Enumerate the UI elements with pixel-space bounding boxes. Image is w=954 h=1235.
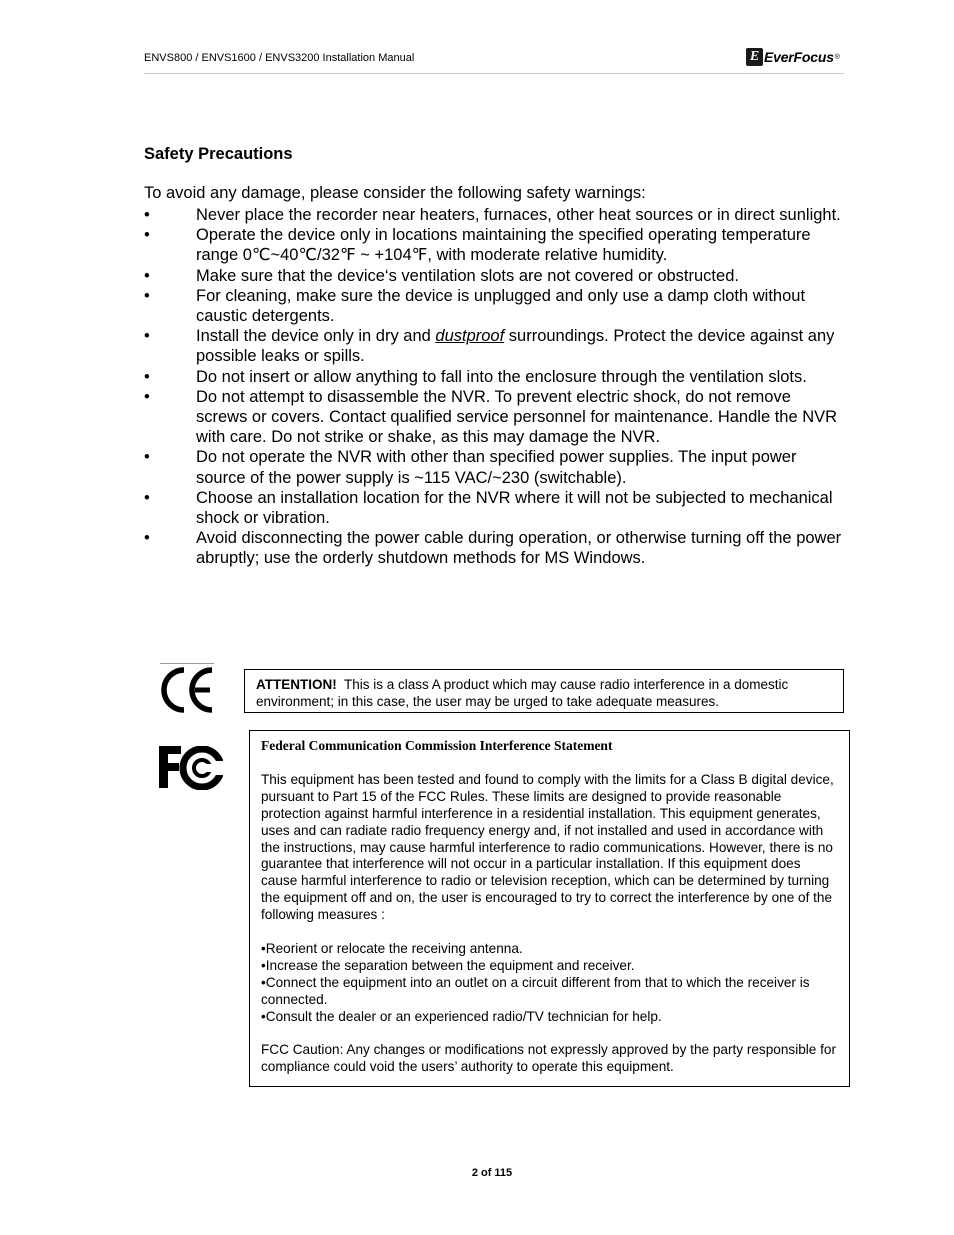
ce-mark-icon — [160, 663, 214, 715]
list-item-text-after: surroundings. Protect the device against any possible leaks or spills. — [196, 327, 835, 366]
bullet-marker: • — [144, 327, 150, 346]
list-item — [144, 488, 844, 528]
fcc-measures-list — [261, 941, 838, 1026]
ce-symbol — [160, 666, 214, 714]
list-item-text: Do not attempt to disassemble the NVR. To prevent electric shock, do not remove screws or covers. Contact qualified service personnel for maintenance. Handle the NVR with care. Do not strike or shake, as this may damage the NVR. — [196, 387, 838, 447]
list-item: •Connect the equipment into an outlet on a circuit different from that to which the receiver is connected. — [261, 974, 810, 1007]
list-item-text: Operate the device only in locations maintaining the specified operating temperature range 0℃~40℃/32℉ ~ +104℉, with moderate relative humidity. — [196, 226, 811, 265]
bullet-marker: • — [144, 367, 150, 386]
bullet-marker: • — [144, 206, 150, 224]
list-item — [144, 387, 844, 448]
list-item — [144, 266, 844, 286]
list-item — [144, 367, 844, 387]
list-item — [144, 528, 844, 568]
list-item-text: For cleaning, make sure the device is unplugged and only use a damp cloth without caustic detergents. — [196, 286, 806, 326]
logo-text: EverFocus — [764, 49, 834, 65]
bullet-marker: • — [144, 387, 150, 406]
bullet-marker: • — [144, 266, 150, 285]
list-item — [144, 447, 844, 487]
list-item: •Consult the dealer or an experienced radio/TV technician for help. — [261, 1008, 662, 1024]
fcc-caution: FCC Caution: Any changes or modifications not expressly approved by the party responsible for compliance could void the users’ authority to operate this equipment. — [261, 1042, 837, 1075]
list-item-text: Avoid disconnecting the power cable during operation, or otherwise turning off the power abruptly; use the orderly shutdown methods for MS Windows. — [196, 529, 842, 568]
safety-warnings-list — [144, 205, 844, 569]
attention-notice — [244, 669, 844, 713]
list-item — [144, 205, 844, 225]
bullet-marker: • — [144, 529, 150, 548]
list-item — [144, 286, 844, 326]
list-item-text: Never place the recorder near heaters, furnaces, other heat sources or in direct sunlight. — [196, 206, 841, 224]
manual-title: ENVS800 / ENVS1600 / ENVS3200 Installation Manual — [144, 52, 415, 64]
attention-label: ATTENTION! — [256, 677, 337, 692]
ce-top-rule — [160, 663, 214, 664]
list-item: •Reorient or relocate the receiving antenna. — [261, 940, 523, 956]
section-title: Safety Precautions — [144, 145, 293, 163]
list-item — [144, 225, 844, 265]
everfocus-logo — [746, 47, 840, 67]
attention-text: This is a class A product which may cause radio interference in a domestic environment; in this case, the user may be urged to take adequate measures. — [256, 677, 789, 709]
bullet-marker: • — [144, 226, 150, 245]
list-item-text-before: Install the device only in dry and — [196, 327, 436, 346]
fcc-logo-icon — [159, 746, 223, 790]
fcc-statement — [249, 730, 850, 1087]
list-item: •Increase the separation between the equipment and receiver. — [261, 957, 635, 973]
logo-registered-mark: ® — [834, 53, 840, 61]
bullet-marker: • — [144, 448, 150, 467]
list-item-text: Do not operate the NVR with other than specified power supplies. The input power source of the power supply is ~115 VAC/~230 (switchable). — [196, 448, 797, 487]
everfocus-logo-icon: E — [746, 48, 763, 66]
header-divider — [144, 73, 844, 74]
list-item — [144, 326, 844, 366]
emphasized-word: dustproof — [435, 327, 505, 346]
fcc-paragraph: This equipment has been tested and found to comply with the limits for a Class B digital device, pursuant to Part 15 of the FCC Rules. These limits are designed to provide reasonable protection against harmful interference in a residential installation. This equipment generates, uses and can radiate radio frequency energy and, if not installed and used in accordance with the instructions, may cause harmful interference to radio communications. However, there is no guarantee that interference will not occur in a particular installation. If this equipment does cause harmful interference to radio or television reception, which can be determined by turning the equipment off and on, the user is encouraged to try to correct the interference by one of the following measures : — [261, 771, 834, 923]
list-item-text: Choose an installation location for the NVR where it will not be subjected to mechanical shock or vibration. — [196, 488, 833, 528]
list-item-text: Make sure that the device‘s ventilation slots are not covered or obstructed. — [196, 266, 739, 285]
list-item-text: Do not insert or allow anything to fall into the enclosure through the ventilation slots. — [196, 367, 807, 386]
section-intro: To avoid any damage, please consider the following safety warnings: — [144, 184, 646, 202]
bullet-marker: • — [144, 286, 150, 305]
page-number: 2 of 115 — [471, 1167, 513, 1179]
fcc-title: Federal Communication Commission Interference Statement — [261, 738, 613, 753]
bullet-marker: • — [144, 488, 150, 507]
